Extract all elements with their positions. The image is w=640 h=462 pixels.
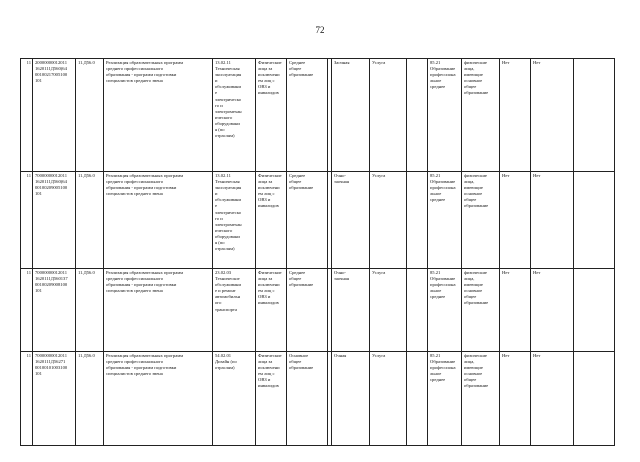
okved-activity: 85.21 Образование профессиона льное среднее <box>428 352 462 446</box>
okved-code: 11.Д56.0 <box>76 352 104 446</box>
study-form: Очно- заочная <box>332 172 370 269</box>
service-type: Услуга <box>370 59 407 172</box>
specialty: 13.02.11 Техническая эксплуатация и обслуживани е электрическо го и электромехан ического оборудовани я (по отраслям) <box>213 59 256 172</box>
empty-cell <box>407 172 428 269</box>
study-form: Заочная <box>332 59 370 172</box>
service-name: Реализация образовательных программ среднего профессионального образования - программ подготовки специалистов среднего звена <box>104 172 213 269</box>
empty-cell <box>407 59 428 172</box>
table-row <box>21 352 615 446</box>
empty-cell <box>574 269 615 352</box>
service-name: Реализация образовательных программ среднего профессионального образования - программ подготовки специалистов среднего звена <box>104 59 213 172</box>
flag-paid: Нет <box>500 172 531 269</box>
registry-code: 70000000012011 1620111Д560(64 00100209005100 101 <box>33 172 76 269</box>
okved-code: 11.Д56.0 <box>76 269 104 352</box>
flag-paid: Нет <box>500 59 531 172</box>
consumers: физические лица, имеющие основное общее образование <box>462 352 500 446</box>
flag-other: Нет <box>531 269 574 352</box>
flag-other: Нет <box>531 352 574 446</box>
service-name: Реализация образовательных программ среднего профессионального образования - программ подготовки специалистов среднего звена <box>104 269 213 352</box>
service-type: Услуга <box>370 172 407 269</box>
empty-cell <box>574 59 615 172</box>
table-row <box>21 269 615 352</box>
page-number: 72 <box>315 25 325 35</box>
registry-table <box>20 58 615 446</box>
okved-code: 11.Д56.0 <box>76 59 104 172</box>
registry-code: 70000000012011 1620111Д560137 00100209008100 101 <box>33 269 76 352</box>
empty-cell <box>407 269 428 352</box>
flag-paid: Нет <box>500 269 531 352</box>
education-base: Среднее общее образование <box>287 59 328 172</box>
consumer-category: Физические лица за исключени ем лиц с ОВЗ и инвалидов <box>256 269 287 352</box>
empty-cell <box>574 172 615 269</box>
flag-paid: Нет <box>500 352 531 446</box>
row-number: 11 <box>21 269 33 352</box>
table-row <box>21 59 615 172</box>
education-base: Основное общее образование <box>287 352 328 446</box>
consumer-category: Физические лица за исключени ем лиц с ОВЗ и инвалидов <box>256 59 287 172</box>
study-form: Очно- заочная <box>332 269 370 352</box>
education-base: Среднее общее образование <box>287 269 328 352</box>
study-form: Очная <box>332 352 370 446</box>
service-name: Реализация образовательных программ среднего профессионального образования - программ подготовки специалистов среднего звена <box>104 352 213 446</box>
education-base: Среднее общее образование <box>287 172 328 269</box>
empty-cell <box>574 352 615 446</box>
empty-cell <box>407 352 428 446</box>
flag-other: Нет <box>531 59 574 172</box>
consumers: физические лица, имеющие основное общее образование <box>462 269 500 352</box>
okved-activity: 85.21 Образование профессиона льное среднее <box>428 59 462 172</box>
specialty: 13.02.11 Техническая эксплуатация и обслуживани е электрическо го и электромехан ического оборудовани я (по отраслям) <box>213 172 256 269</box>
okved-activity: 85.21 Образование профессиона льное среднее <box>428 269 462 352</box>
flag-other: Нет <box>531 172 574 269</box>
row-number: 11 <box>21 172 33 269</box>
consumer-category: Физические лица за исключени ем лиц с ОВЗ и инвалидов <box>256 172 287 269</box>
consumer-category: Физические лица за исключени ем лиц с ОВЗ и инвалидов <box>256 352 287 446</box>
service-type: Услуга <box>370 352 407 446</box>
registry-code: 20000000012011 1620111Д560(64 00100217005100 101 <box>33 59 76 172</box>
specialty: 23.02.03 Техническое обслуживани е и ремонт автомобильн ого транспорта <box>213 269 256 352</box>
service-type: Услуга <box>370 269 407 352</box>
registry-code: 70000000012011 1620111Д56271 00100101003100 101 <box>33 352 76 446</box>
row-number: 11 <box>21 352 33 446</box>
consumers: физические лица, имеющие основное общее образование <box>462 172 500 269</box>
okved-code: 11.Д56.0 <box>76 172 104 269</box>
specialty: 54.02.01 Дизайн (по отраслям) <box>213 352 256 446</box>
table-row <box>21 172 615 269</box>
consumers: физические лица, имеющие основное общее образование <box>462 59 500 172</box>
okved-activity: 85.21 Образование профессиона льное среднее <box>428 172 462 269</box>
row-number: 11 <box>21 59 33 172</box>
